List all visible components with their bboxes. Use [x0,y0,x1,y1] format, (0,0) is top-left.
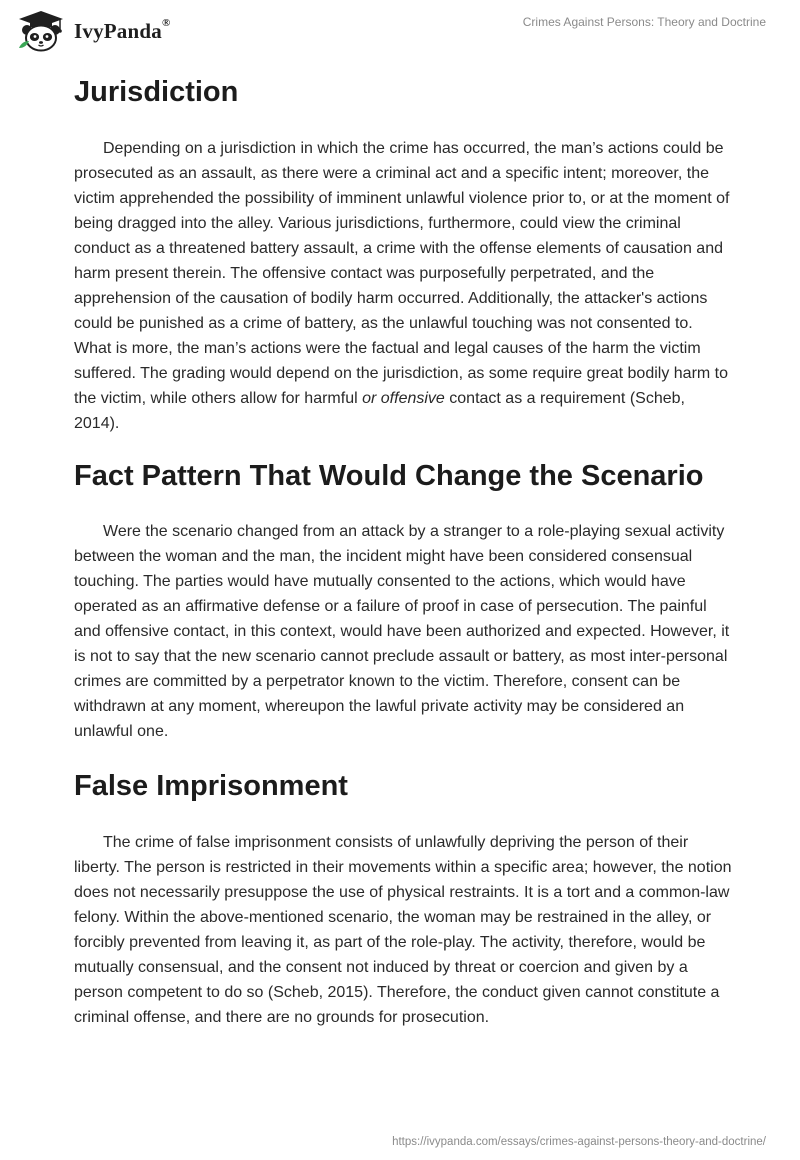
panda-graduate-icon [16,10,66,52]
page-header [0,0,800,60]
section-heading: False Imprisonment [74,770,348,802]
italic-emphasis: or offensive [362,390,445,407]
section-fact-pattern [74,456,734,744]
section-false-imprisonment [74,766,734,1030]
section-heading: Fact Pattern That Would Change the Scenario [74,460,704,492]
brand-name: IvyPanda® [74,16,171,43]
section-heading: Jurisdiction [74,76,239,108]
section-jurisdiction [74,72,734,436]
section-paragraph: Depending on a jurisdiction in which the crime has occurred, the man’s actions could be prosecuted as an assault, as there were a criminal act and a specific intent; moreover, the victim apprehended the possibility of imminent unlawful violence prior to, or at the moment of being dragged into the alley. Various jurisdictions, furthermore, could view the criminal conduct as a threatened battery assault, a crime with the offense elements of causation and harm present therein. The offensive contact was purposefully perpetrated, and the apprehension of the causation of bodily harm occurred. Additionally, the attacker's actions could be punished as a crime of battery, as the unlawful touching was not consented to. What is more, the man’s actions were the factual and legal causes of the harm the victim suffered. The grading would depend on the jurisdiction, as some require great bodily harm to the victim, while others allow for harmful or offensive contact as a requirement (Scheb, 2014). [74,140,730,432]
brand-logo[interactable] [16,10,170,52]
source-url[interactable]: https://ivypanda.com/essays/crimes-against-persons-theory-and-doctrine/ [392,1136,766,1148]
section-paragraph: The crime of false imprisonment consists of unlawfully depriving the person of their liberty. The person is restricted in their movements within a specific area; however, the notion does not necessarily presuppose the use of physical restraints. It is a tort and a common-law felony. Within the above-mentioned scenario, the woman may be restrained in the alley, or forcibly prevented from leaving it, as part of the role-play. The activity, therefore, would be mutually consensual, and the consent not induced by threat or coercion and given by a person competent to do so (Scheb, 2015). Therefore, the conduct given cannot constitute a criminal offense, and there are no grounds for prosecution. [74,834,732,1026]
document-title: Crimes Against Persons: Theory and Doctrine [522,15,766,29]
section-paragraph: Were the scenario changed from an attack by a stranger to a role-playing sexual activity between the woman and the man, the incident might have been considered consensual touching. The parties would have mutually consented to the actions, which would have operated as an affirmative defense or a failure of proof in case of persecution. The painful and offensive contact, in this context, would have been authorized and expected. However, it is not to say that the new scenario cannot preclude assault or battery, as most inter-personal crimes are committed by a perpetrator known to the victim. Therefore, consent can be withdrawn at any moment, whereupon the lawful private activity may be considered an unlawful one. [74,523,730,740]
essay-body [74,70,734,1030]
